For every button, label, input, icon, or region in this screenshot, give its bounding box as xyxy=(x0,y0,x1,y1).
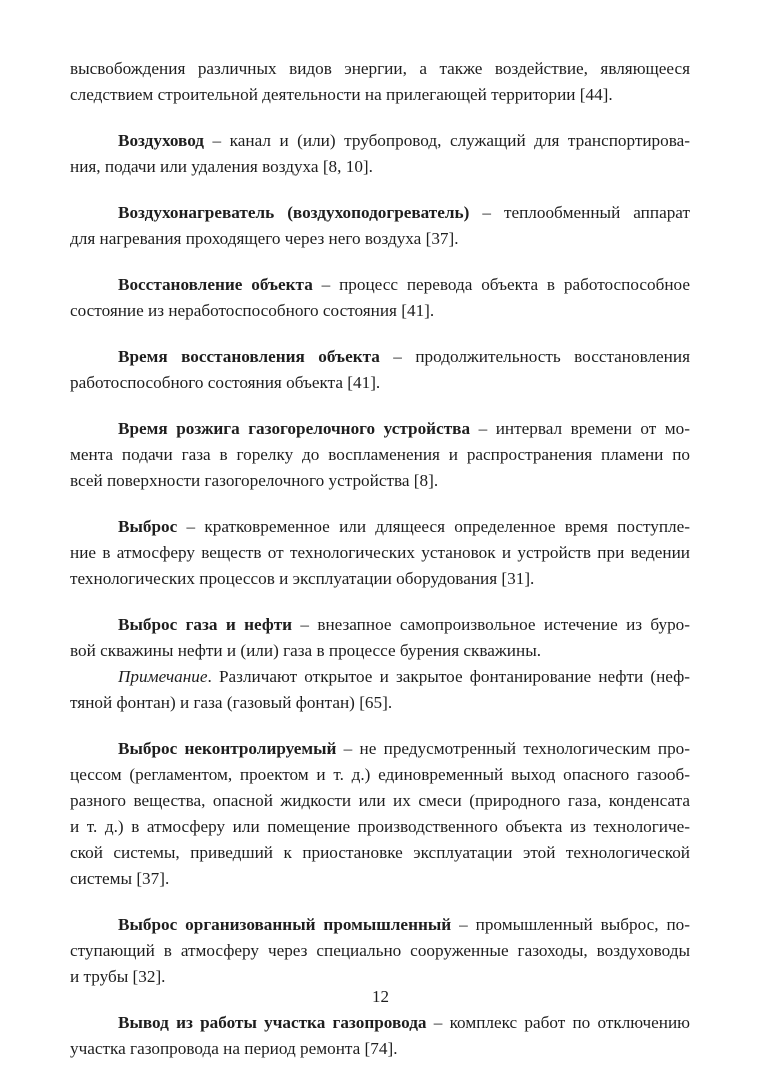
definition-text: – канал и (или) трубопровод, служащий для транспортирова- xyxy=(204,131,690,150)
definition-first-line xyxy=(70,736,690,762)
definition-term: Вывод из работы участка газопровода xyxy=(118,1013,427,1032)
text-line: участка газопровода на период ремонта [74]. xyxy=(70,1039,398,1058)
note-label: Примечание xyxy=(118,667,208,686)
definition-entry xyxy=(70,344,690,396)
definition-first-line xyxy=(70,416,690,442)
text-line: ступающий в атмосферу через специально сооруженные газоходы, воздуховоды xyxy=(70,941,690,960)
text-line: ния, подачи или удаления воздуха [8, 10]. xyxy=(70,157,373,176)
text-line: работоспособного состояния объекта [41]. xyxy=(70,373,381,392)
definition-entry xyxy=(70,912,690,990)
definition-entry xyxy=(70,272,690,324)
text-line: цессом (регламентом, проектом и т. д.) единовременный выход опасного газооб- xyxy=(70,765,690,784)
definition-first-line xyxy=(70,1010,690,1036)
definition-term: Выброс xyxy=(118,517,178,536)
text-line: вой скважины нефти и (или) газа в процессе бурения скважины. xyxy=(70,641,542,660)
definition-text: – кратковременное или длящееся определенное время поступле- xyxy=(177,517,690,536)
definition-first-line xyxy=(70,200,690,226)
definition-term: Время розжига газогорелочного устройства xyxy=(118,419,471,438)
definition-term: Время восстановления объекта xyxy=(118,347,380,366)
note-text: . Различают открытое и закрытое фонтанирование нефти (неф- xyxy=(207,667,690,686)
text-line: мента подачи газа в горелку до воспламенения и распространения пламени по xyxy=(70,445,690,464)
definition-term: Выброс неконтролируемый xyxy=(118,739,337,758)
definition-term: Выброс организованный промышленный xyxy=(118,915,452,934)
definition-text: – теплообменный аппарат xyxy=(469,203,690,222)
page-number: 12 xyxy=(372,987,389,1006)
text-line: всей поверхности газогорелочного устройства [8]. xyxy=(70,471,439,490)
definition-text: – интервал времени от мо- xyxy=(470,419,691,438)
definition-term: Воздуховод xyxy=(118,131,205,150)
definition-first-line xyxy=(70,272,690,298)
text-line: системы [37]. xyxy=(70,869,170,888)
definition-text: – продолжительность восстановления xyxy=(379,347,690,366)
paragraph-continuation xyxy=(70,56,690,108)
text-line: и т. д.) в атмосферу или помещение производственного объекта из технологиче- xyxy=(70,817,690,836)
text-line: ской системы, приведший к приостановке эксплуатации этой технологической xyxy=(70,843,690,862)
definition-entry xyxy=(70,514,690,592)
definition-entry xyxy=(70,612,690,716)
document-body xyxy=(70,56,690,1082)
definition-text: – процесс перевода объекта в работоспособное xyxy=(312,275,690,294)
text-line: состояние из неработоспособного состояния [41]. xyxy=(70,301,435,320)
text-line: для нагревания проходящего через него воздуха [37]. xyxy=(70,229,459,248)
definition-first-line xyxy=(70,514,690,540)
definition-first-line xyxy=(70,612,690,638)
definition-term: Восстановление объекта xyxy=(118,275,313,294)
text-line: технологических процессов и эксплуатации оборудования [31]. xyxy=(70,569,535,588)
text-line: высвобождения различных видов энергии, а также воздействие, являющееся xyxy=(70,59,690,78)
definition-entry xyxy=(70,200,690,252)
definition-text: – комплекс работ по отключению xyxy=(426,1013,690,1032)
text-line: следствием строительной деятельности на прилегающей территории [44]. xyxy=(70,85,613,104)
note-line xyxy=(70,664,690,690)
text-line: ние в атмосферу веществ от технологических установок и устройств при ведении xyxy=(70,543,690,562)
definition-entry xyxy=(70,1010,690,1062)
definition-text: – не предусмотренный технологическим про- xyxy=(336,739,690,758)
definition-first-line xyxy=(70,128,690,154)
definition-first-line xyxy=(70,912,690,938)
text-line: разного вещества, опасной жидкости или их смеси (природного газа, конденсата xyxy=(70,791,690,810)
definition-text: – промышленный выброс, по- xyxy=(451,915,691,934)
definition-entry xyxy=(70,416,690,494)
text-line: тяной фонтан) и газа (газовый фонтан) [65]. xyxy=(70,693,393,712)
definition-term: Воздухонагреватель (воздухоподогреватель) xyxy=(118,203,470,222)
definition-text: – внезапное самопроизвольное истечение из буро- xyxy=(292,615,690,634)
definition-entry xyxy=(70,128,690,180)
definition-entry xyxy=(70,736,690,892)
definition-first-line xyxy=(70,344,690,370)
text-line: и трубы [32]. xyxy=(70,967,166,986)
definition-term: Выброс газа и нефти xyxy=(118,615,293,634)
